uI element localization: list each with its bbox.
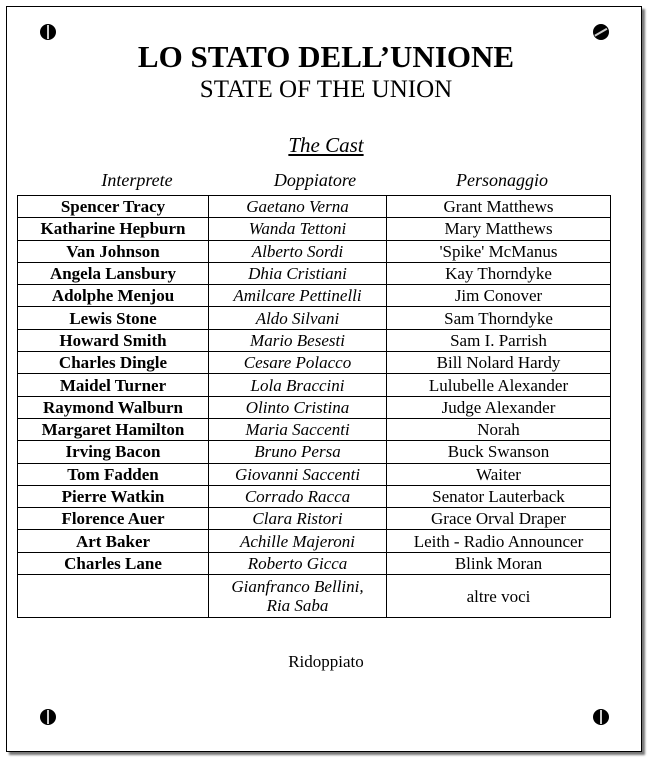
cell-actor: Maidel Turner [18,374,209,396]
cell-character: Sam I. Parrish [387,329,611,351]
table-row [18,262,611,284]
cell-actor: Charles Lane [18,552,209,574]
cell-actor: Howard Smith [18,329,209,351]
table-row [18,485,611,507]
cell-actor [18,575,209,618]
cell-actor: Pierre Watkin [18,485,209,507]
cell-dubber: Mario Besesti [209,329,387,351]
cell-character: Buck Swanson [387,441,611,463]
table-row [18,418,611,440]
cell-dubber: Bruno Persa [209,441,387,463]
header-actor: Interprete [101,170,173,190]
table-row [18,396,611,418]
table-row [18,329,611,351]
cell-actor: Angela Lansbury [18,262,209,284]
table-row [18,575,611,618]
cell-dubber: Roberto Gicca [209,552,387,574]
cell-character: Grant Matthews [387,196,611,218]
cell-actor: Charles Dingle [18,352,209,374]
cell-character: Bill Nolard Hardy [387,352,611,374]
screw-icon [593,709,609,725]
table-row [18,218,611,240]
cell-dubber: Gaetano Verna [209,196,387,218]
cell-character: Lulubelle Alexander [387,374,611,396]
cell-dubber: Achille Majeroni [209,530,387,552]
cell-actor: Margaret Hamilton [18,418,209,440]
cell-character: altre voci [387,575,611,618]
screw-icon [593,24,609,40]
cell-dubber: Olinto Cristina [209,396,387,418]
cell-character: Norah [387,418,611,440]
section-title: The Cast [288,133,364,157]
table-row [18,352,611,374]
table-row [18,307,611,329]
cell-actor: Raymond Walburn [18,396,209,418]
cell-dubber: Giovanni Saccenti [209,463,387,485]
cell-actor: Van Johnson [18,240,209,262]
header-character: Personaggio [456,170,548,190]
cell-character: 'Spike' McManus [387,240,611,262]
cell-character: Senator Lauterback [387,485,611,507]
screw-icon [40,709,56,725]
cell-actor: Adolphe Menjou [18,285,209,307]
cell-dubber: Maria Saccenti [209,418,387,440]
cell-character: Sam Thorndyke [387,307,611,329]
page-title: LO STATO DELL’UNIONE [137,39,515,74]
footer-note: Ridoppiato [288,652,364,671]
table-row [18,441,611,463]
cell-character: Grace Orval Draper [387,508,611,530]
table-row [18,508,611,530]
cell-dubber: Aldo Silvani [209,307,387,329]
table-row [18,530,611,552]
cell-dubber: Amilcare Pettinelli [209,285,387,307]
cell-actor: Spencer Tracy [18,196,209,218]
page-subtitle: STATE OF THE UNION [199,76,453,103]
cell-actor: Art Baker [18,530,209,552]
cell-actor: Lewis Stone [18,307,209,329]
table-row [18,552,611,574]
table-row [18,196,611,218]
cell-character: Jim Conover [387,285,611,307]
cell-character: Mary Matthews [387,218,611,240]
cell-character: Judge Alexander [387,396,611,418]
cell-dubber: Wanda Tettoni [209,218,387,240]
table-row [18,463,611,485]
cell-actor: Katharine Hepburn [18,218,209,240]
cell-character: Blink Moran [387,552,611,574]
cell-actor: Tom Fadden [18,463,209,485]
cell-character: Kay Thorndyke [387,262,611,284]
table-row [18,240,611,262]
table-row [18,285,611,307]
cell-dubber: Cesare Polacco [209,352,387,374]
cell-dubber: Clara Ristori [209,508,387,530]
screw-icon [40,24,56,40]
header-dubber: Doppiatore [273,170,357,190]
table-row [18,374,611,396]
cell-dubber: Alberto Sordi [209,240,387,262]
cell-dubber: Corrado Racca [209,485,387,507]
cast-table [17,195,611,618]
cell-actor: Florence Auer [18,508,209,530]
cell-character: Leith - Radio Announcer [387,530,611,552]
cell-dubber: Lola Braccini [209,374,387,396]
cell-dubber: Gianfranco Bellini, Ria Saba [209,575,387,618]
cell-actor: Irving Bacon [18,441,209,463]
cell-dubber: Dhia Cristiani [209,262,387,284]
cell-character: Waiter [387,463,611,485]
